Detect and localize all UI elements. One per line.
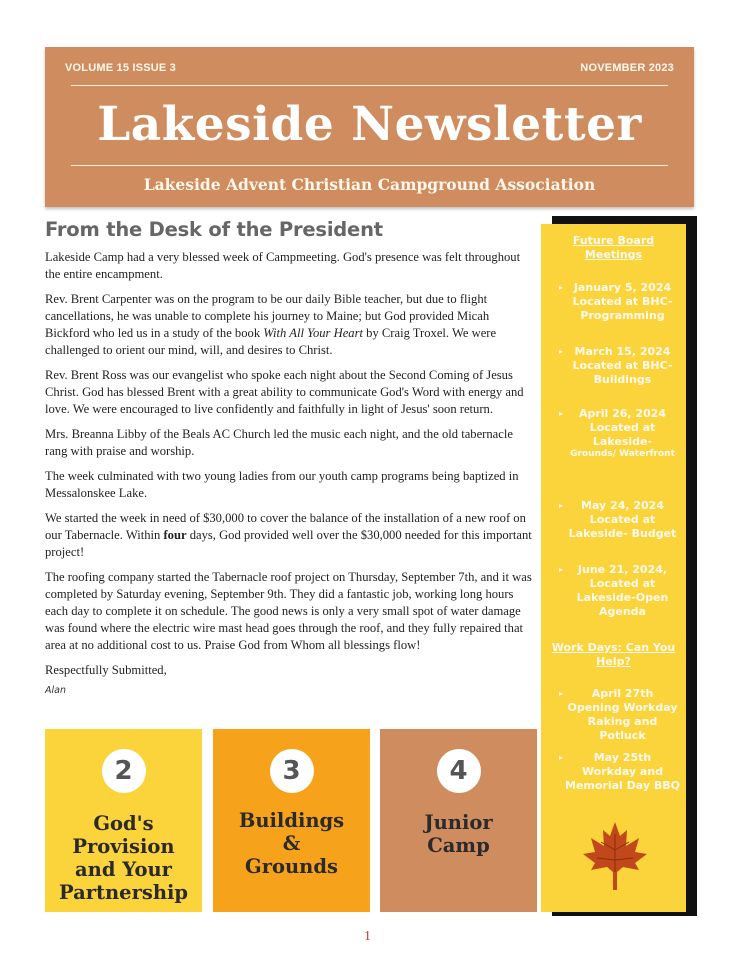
masthead [45,47,694,207]
article-heading: From the Desk of the President [45,218,383,241]
page-number-badge: 3 [270,749,314,793]
association-name: Lakeside Advent Christian Campground Association [143,175,596,194]
bullet-icon: ▸ [559,689,564,698]
meeting-item: ▸ January 5, 2024 Located at BHC- Programming [559,281,673,322]
maple-leaf-icon [581,820,649,892]
emphasis-four: four [163,528,187,542]
page-number-badge: 2 [102,749,146,793]
page-number: 1 [364,929,371,944]
meeting-item: ▸ June 21, 2024, Located at Lakeside-Open Agenda [559,563,669,618]
page-number-badge: 4 [437,749,481,793]
article-paragraph: Rev. Brent Carpenter was on the program to be our daily Bible teacher, but due to flight cancellations, he was unable to complete his journey to Maine; but God provided Micah Bickford who led us in a study of the book With All Your Heart by Craig Troxel. We were challenged to orient our mind, will, and desires to Christ. [45,292,497,357]
board-meetings-heading: Future Board Meetings [572,234,655,261]
meeting-item: ▸ March 15, 2024 Located at BHC- Buildings [559,345,673,386]
president-article [45,218,533,696]
bullet-icon: ▸ [559,565,564,574]
workday-item: ▸ May 25th Workday and Memorial Day BBQ [559,751,680,792]
newsletter-title: Lakeside Newsletter [97,97,642,152]
tile-label: Buildings & Grounds [238,809,345,878]
closing-line: Respectfully Submitted, [45,663,167,677]
article-paragraph: Lakeside Camp had a very blessed week of Campmeeting. God's presence was felt throughout the entire encampment. [45,250,521,281]
tile-buildings-grounds[interactable] [213,729,370,912]
masthead-top-bar [65,62,674,74]
article-paragraph: Rev. Brent Ross was our evangelist who spoke each night about the Second Coming of Jesus Christ. God has blessed Brent with a great ability to communicate God's Word with energy and love. We were encouraged to live confidently and faithfully in light of Jesus' soon return. [45,368,524,416]
tile-label: Junior Camp [424,811,493,857]
meeting-item: ▸ May 24, 2024 Located at Lakeside- Budget [559,499,677,540]
article-paragraph: The roofing company started the Tabernacle roof project on Thursday, September 7th, and it was completed by Saturday evening, September 9th. They did a fantastic job, working long hours each day to complete it on schedule. The good news is only a very small spot of water damage was found where the electric wire mast head goes through the roof, and they fully repaired that area at no additional cost to us. Praise God from Whom all blessings flow! [45,570,532,652]
bullet-icon: ▸ [559,283,564,292]
bullet-icon: ▸ [559,409,564,418]
calendar-sidebar [541,224,686,912]
book-title: With All Your Heart [263,326,363,340]
signature: Alan [45,685,66,696]
workday-item: ▸ April 27th Opening Workday Raking and Potluck [559,687,678,742]
tile-junior-camp[interactable] [380,729,537,912]
masthead-rule-top [71,85,668,86]
masthead-rule-bottom [71,165,668,166]
article-paragraph: Mrs. Breanna Libby of the Beals AC Church led the music each night, and the old tabernacle rang with praise and worship. [45,427,513,458]
meeting-item: ▸ April 26, 2024 Located at Lakeside- Grounds/ Waterfront [559,407,675,459]
article-paragraph: The week culminated with two young ladies from our youth camp programs being baptized in Messalonskee Lake. [45,469,519,500]
bullet-icon: ▸ [559,753,564,762]
article-paragraph: We started the week in need of $30,000 to cover the balance of the installation of a new roof on our Tabernacle. Within four days, God provided well over the $30,000 needed for this important project! [45,511,532,559]
bullet-icon: ▸ [559,501,564,510]
work-days-heading: Work Days: Can You Help? [551,641,676,668]
issue-date: NOVEMBER 2023 [580,62,674,74]
tile-label: God's Provision and Your Partnership [58,812,189,904]
volume-issue: VOLUME 15 ISSUE 3 [65,62,176,74]
bullet-icon: ▸ [559,347,564,356]
tile-gods-provision[interactable] [45,729,202,912]
